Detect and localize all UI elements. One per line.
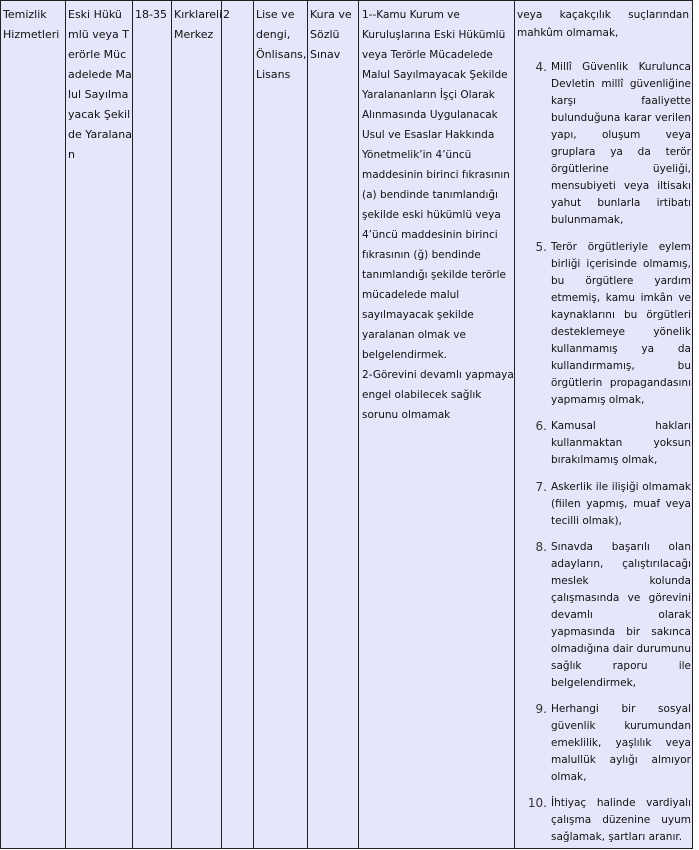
conditions-intro: veya kaçakçılık suçlarından mahkûm olmamak, [517, 9, 689, 39]
requirement-1: 1--Kamu Kurum ve Kuruluşlarına Eski Hükümlü veya Terörle Mücadelede Malul Sayılmayacak Şekilde Yaralananların İşçi Olarak Alınmasında Uygulanacak Usul ve Esaslar Hakkında Yönetmelik’in 4’üncü maddesinin birinci fıkrasının (a) bendinde tanımlandığı şekilde eski hükümlü veya 4’üncü maddesinin birinci fıkrasının (ğ) bendinde tanımlandığı şekilde terörle mücadelede malul sayılmayacak şekilde yaralanan olmak ve belgelendirmek. [362, 9, 510, 361]
education-cell [256, 5, 307, 85]
condition-text: Millî Güvenlik Kuruluncа Devletin millî güvenliğine karşı faaliyette bulunduğuna karar verilen yapı, oluşum veya gruplara ya da terör örgütlerine üyeliği, mensubiyeti veya iltisakı yahut bunlarla irtibatı bulunmamak, [551, 61, 691, 226]
condition-number: 7. [535, 480, 547, 494]
condition-text: Terör örgütleriyle eylem birliği içerisinde olmamış, bu örgütlere yardım etmemiş, kamu imkân ve kaynaklarını bu örgütleri desteklemeye yönelik kullanmamış ya da kullandırmamış, bu örgütlerin propagandasını yapmamış olmak, [551, 241, 691, 406]
column-divider [221, 1, 222, 848]
condition-text: Askerlik ile ilişiği olmamak (fiilen yapmış, muaf veya tecilli olmak), [551, 481, 691, 527]
category-cell [68, 5, 132, 165]
location-cell [174, 5, 222, 45]
method-text: Kura ve Sözlü Sınav [310, 8, 352, 61]
education-text: Lise ve dengi, Önlisans, Lisans [256, 8, 307, 81]
column-divider [358, 1, 359, 848]
condition-number: 4. [535, 60, 547, 74]
age-text: 18-35 [135, 8, 167, 21]
position-text: Temizlik Hizmetleri [3, 8, 60, 41]
column-divider [132, 1, 133, 848]
condition-number: 5. [535, 240, 547, 254]
condition-text: İhtiyaç halinde vardiyalı çalışma düzenine uyum sağlamak, şartları aranır. [551, 797, 691, 843]
column-divider [171, 1, 172, 848]
position-cell [3, 5, 63, 45]
condition-number: 10. [527, 796, 547, 810]
condition-text: Herhangi bir sosyal güvenlik kurumundan emeklilik, yaşlılık veya malullük aylığı almıyor olmak, [551, 703, 691, 783]
column-divider [514, 1, 515, 848]
count-text: 2 [223, 8, 230, 21]
category-text: Eski Hükümlü veya Terörle Mücadelede Malul Sayılmayacak Şekilde Yaralanan [68, 8, 132, 161]
requirements-cell [362, 5, 514, 425]
column-divider [65, 1, 66, 848]
location-text: Kırklareli Merkez [174, 8, 223, 41]
method-cell [310, 5, 356, 65]
condition-number: 6. [535, 419, 547, 433]
condition-text: Kamusal hakları kullanmaktan yoksun bırakılmamış olmak, [551, 420, 691, 466]
age-cell [135, 5, 171, 25]
condition-text: Sınavda başarılı olan adayların, çalıştırılacağı meslek kolunda çalışmasında ve görevini devamlı olarak yapmasında bir sakınca olmadığına dair durumunu sağlık raporu ile belgelendirmek, [551, 541, 691, 689]
count-cell [223, 5, 251, 25]
condition-number: 9. [535, 702, 547, 716]
condition-number: 8. [535, 540, 547, 554]
column-divider [307, 1, 308, 848]
requirement-2: 2-Görevini devamlı yapmaya engel olabilecek sağlık sorunu olmamak [362, 369, 514, 421]
column-divider [253, 1, 254, 848]
